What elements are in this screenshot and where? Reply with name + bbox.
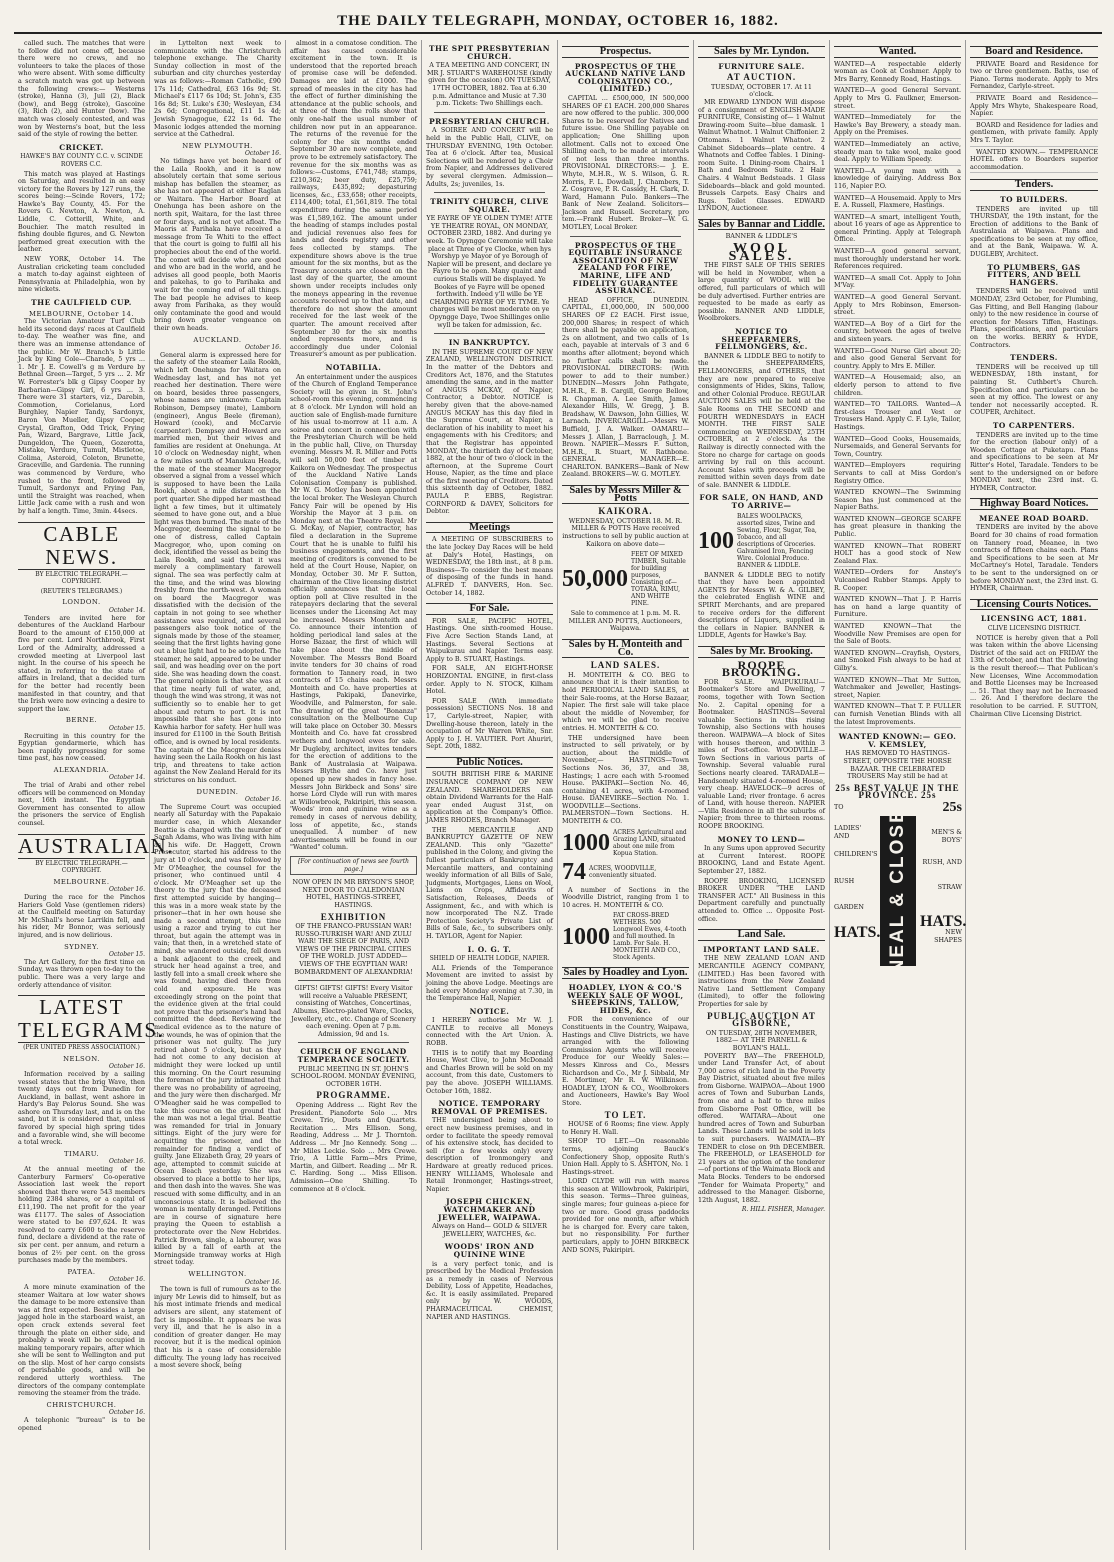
insurance-notice: SOUTH BRITISH FIRE & MARINE INSURANCE COMPANY OF NEW ZEALAND. SHAREHOLDERS can obtain Dividend Warrants for the Half-year ended August 31st, on application at the Company's Office. JAMES RHODES, Branch Manager. (426, 770, 553, 825)
dunedin-date: October 16. (244, 796, 281, 804)
wool-sales-prefix: BANNER & LIDDLE'S (725, 232, 798, 241)
removal-notice: THE undersigned being about to erect new business premises, and in order to facilitate the speedy removal of his extensive stock, has decided to sell (for a few weeks only) every description of Ironmongery and Hardware at greatly reduced prices. HENRY WILLIAMS, Wholesale and Retail Ironmonger, Hastings-street, Napier. (426, 1116, 553, 1193)
bannar-liddle-section: Sales by Bannar and Liddle. (698, 218, 825, 230)
wanted-ad: WANTED KNOWN—That the Woodville New Premises are open for the Sale of Boots. (834, 623, 961, 648)
london-date: October 14. (108, 607, 145, 614)
wanted-ad: WANTED KNOWN—The Swimming Season has just commenced at the Napier Baths. (834, 489, 961, 514)
important-land-sale-heading: IMPORTANT LAND SALE. (703, 944, 820, 954)
acres-1000-description: ACRES Agricultural and Grazing LAND, situated about one mile from Kopua Station. (613, 828, 687, 857)
hat-ad-left (834, 802, 881, 942)
furniture-list: MR EDWARD LYNDON Will dispose of a consignment of ENGLISH-MADE FURNITURE, Consisting of— 1 Walnut Drawing-room Suite—blue damask. 1 Walnut Whatnot. 1 Walnut Chiffonier. 2 Ottomans. 1 Walnut Whatnot. 2 Cabinet Sideboards—plate centre. 4 Whatnots and Coffee Tables. 1 Dining-room Suite. 1 Dining-room Chairs. 1 Bath and Bedroom Suite. 2 Hair Chairs. 4 Walnut Bedsteads. 1 Glass Sideboards—black and gold mounted. Brussels Carpets. Easy Chairs and Rugs. Toilet Glasses. EDWARD LYNDON, Auctioneer. (698, 97, 826, 213)
new-plymouth-report: No tidings have yet been heard of the Laila Rookh, and it is now absolutely certain that some serious mishap has befallen the steamer, as she has not appeared at either Raglan or Waitara. The Harbor Board at Onehunga has been ashore on the north spit, Waitara, for the last three or four days, and is not yet afloat. The Maoris at Parihaka have received a message from Te Whiti to the effect that the court is going to fulfil all his prophecies about the end of the world. The comet will decide who are good and who are bad in the world, and he advises all good people, both Maoris and pakehas, to go to Parihaka and wait for the coming end of all things. The bad people he advises to keep away from Parihaka, as they would only contaminate the good and would bring down greater vengeance on their own heads. (154, 156, 281, 332)
land-sale-intro: THE NEW ZEALAND LOAN AND MERCANTILE AGENCY COMPANY, (LIMITED.) Has been favored with instructions from the New Zealand Native Land Settlement Company (Limited), to offer the following Properties for sale by (698, 954, 825, 1008)
wanted-ad: WANTED—A smart, intelligent Youth, about 16 years of age as Apprentice to general Printing. Apply at Telegraph Office. (834, 214, 961, 246)
removal-heading: NOTICE. TEMPORARY REMOVAL OF PREMISES. (431, 1099, 548, 1116)
neal-close-banner (880, 808, 916, 974)
reuter-label: (REUTER'S TELEGRAMS.) (40, 587, 123, 595)
patea-report: A more minute examination of the steamer Waitara at low water shows the damage to be more extensive than was at first expected. Besides a large jagged hole in the starboard waist, an open crack extends several feet through the plate on either side, and probably a week will be occupied in making temporary repairs, after which she will be sent to Wellington and put on the slip. Most of her cargo consists of perishable goods, and will be rendered utterly worthless. The directors of the company contemplate removing the steamer from the trade. (18, 1282, 145, 1398)
latest-telegrams-title: LATEST TELEGRAMS. (18, 995, 165, 1043)
exhibition-intro: NOW OPEN IN MR BRYSON'S SHOP, NEXT DOOR TO CALEDONIAN HOTEL, HASTINGS-STREET, HASTINGS. (292, 878, 415, 909)
temperance-heading: CHURCH OF ENGLAND TEMPERANCE SOCIETY. (297, 1047, 410, 1064)
wanted-ad: WANTED—Good Nurse Girl about 20; and also good General Servant for country. Apply to Mrs E. Miller. (834, 348, 961, 373)
carpenters-heading: TO CARPENTERS. (992, 420, 1076, 430)
acres-74 (562, 860, 689, 884)
hat-left-4: CHILDREN'S (834, 849, 878, 858)
wanted-ad: WANTED KNOWN—That T. P. FULLER can furnish Venetian Blinds with all the latest Improvements. (834, 703, 961, 728)
meanee-road-board-heading: MEANEE ROAD BOARD. (979, 513, 1089, 523)
art-union-notice: I HEREBY authorise Mr W. J. CANTLE to receive all Moneys connected with the Art Union. A. ROBB. (426, 1016, 553, 1048)
timber-sale-footer: Sale to commence at 1 p.m. M. R. MILLER AND POTTS, Auctioneers, Waipawa. (568, 609, 683, 633)
furniture-sale-heading: FURNITURE SALE. (718, 61, 805, 71)
wanted-ad: WANTED KNOWN—GEORGE SCARFE has great pleasure in thanking the Public. (834, 516, 961, 541)
divider (298, 980, 409, 981)
for-sale-hotel: FOR SALE, PACIFIC HOTEL, Hastings. One sixth-roomed House. Five Acre Section Stands Land, at Hastings. Several Sections at Waipukurau and Napier. Terms easy. Apply to B. STUART, Hastings. (426, 616, 553, 663)
column-6 (694, 40, 830, 1550)
acres-1000-number: 1000 (562, 829, 610, 856)
boarding-house-notice: THIS is to notify that my Boarding House, West Clive, to John McDonald and Charles Brown will be sold on my account, from this date, Customers to pay the above. JOSEPH WILLIAMS. October 16th, 1882. (426, 1048, 553, 1095)
spit-church-ad: A TEA MEETING AND CONCERT, IN MR J. STUART'S WAREHOUSE (kindly given for the occasion) ON TUESDAY, 17TH OCTOBER, 1882. Tea at 6.30 p.m. Admittance and Music at 7.30 p.m. Tickets: Two Shillings each. (427, 61, 552, 108)
exhibition-title: EXHIBITION (320, 911, 387, 922)
exhibition-details: OF THE FRANCO-PRUSSIAN WAR! RUSSO-TURKISH WAR! AND ZULU WAR! THE SIEGE OF PARIS, AND VIEWS OF THE PRINCIPAL CITIES OF THE WORLD. JUST ADDED— VIEWS OF THE EGYPTIAN WAR! BOMBARDMENT OF ALEXANDRIA! (294, 922, 413, 976)
woods-heading: WOODS' IRON AND QUININE WINE (444, 1242, 535, 1259)
monteith-properties: THE undersigned have been instructed to sell privately, or by auction, about the middle of November,— HASTINGS—Town Sections Nos. 36, 37, and 38, Hastings; 1 acre each with 5-roomed House. PAKIPAKI—Section No. 46, containing 41 acres, with 4-roomed House. DANEVIRKE—Section No. 1. WOODVILLE—Sections. PALMERSTON—Town Sections. H. MONTEITH & CO. (562, 733, 689, 826)
christchurch-city: CHRISTCHURCH. (46, 1400, 117, 1409)
monteith-section: Sales by H. Monteith and Co. (562, 639, 689, 658)
hat-right-3: STRAW (937, 883, 962, 892)
neal-close-hats-ad (834, 799, 967, 994)
masthead (14, 10, 1102, 34)
land-sales-heading: LAND SALES. (590, 660, 661, 671)
wellington-city: WELLINGTON. (188, 1270, 247, 1278)
patea-city: PATEA. (67, 1267, 96, 1276)
berne-city: BERNE. (65, 716, 98, 725)
weekly-sale-heading: HOADLEY, LYON & CO.'S WEEKLY SALE OF WOOL, SHEEPSKINS, TALLOW, HIDES, &c. (567, 983, 684, 1015)
trinity-heading: TRINITY CHURCH, CLIVE SQUARE. (430, 197, 549, 214)
wellington-date: October 16. (244, 1278, 281, 1286)
land-sale-date: ON TUESDAY, 28TH NOVEMBER, 1882— AT THE PARNELL & BOYLAN'S HALL. (705, 1028, 818, 1052)
columns (14, 40, 1102, 1550)
newspaper-page (14, 10, 1102, 1554)
brooking-for-sale: FOR SALE. WAIPUKURAU—Bootmaker's Store and Dwelling, 7 rooms, together with Town Section No. 2. Capital opening for a Bootmaker. HASTINGS—Several valuable Sections in this rising Township, also Sections with houses thereon. WAIPAWA—A block of Sites with houses thereon, and within 3 miles of Post-office. WOODVILLE—Town Sections in various parts of Township. Several valuable rural Sections nearly cleared. TARADALE—Handsomely situated 4-roomed House, very cheap. HAVELOCK—9 acres of valuable Land; river frontage. 6 acres of Land, with house thereon. NAPIER—Villa Residence in all the suburbs of Napier; from three to thirteen rooms. ROOPE BROOKING. (698, 677, 825, 831)
wanted-ad: WANTED KNOWN—That Mr Sutton, Watchmaker and Jeweller, Hastings-street, Napier. (834, 677, 961, 702)
hat-left-6: GARDEN (834, 902, 864, 911)
hat-right-hats: HATS. (920, 912, 967, 930)
clive-district-heading: CLIVE LICENSING DISTRICT. (987, 625, 1081, 632)
to-let-house: HOUSE of 6 Rooms; fine view. Apply to Henry H. Wall. (562, 1120, 689, 1136)
acres-74-number: 74 (562, 858, 586, 885)
equitable-prospectus: HEAD OFFICE, DUNEDIN. CAPITAL, £1,000,000, IN 500,000 SHARES OF £2 EACH. First issue, 200,000 Shares; in respect of which there shall be payable on application, 2s on allotment, and two calls of 1s each, payable at intervals of 3 and 6 months after allotment; beyond which no further calls shall be made. PROVISIONAL DIRECTORS: (With power to add to their number.) DUNEDIN—Messrs John Pathgate, M.H.R., E. B. Cargill, George Bellow, R. Chapman, A. Lee Smith, James Alexander Hills, W. Gregg, J. B. Bradshaw, W. Dawson, John Gillies, W. Larnach. INVERCARGILL—Messrs W. Buffield, J. A. Walker. OAMARU—Messrs J. Allan, J. Barraclough, J. M. Brown. NAPIER—Messrs F. Sutton, M.H.R., R. Stuart, W. Rathbone. GENERAL MANAGER—E. CHARLTON. BANKERS—Bank of New Zealand. BROKERS—W. G. MOTLEY. (562, 295, 689, 479)
timaru-report: At the annual meeting of the Canterbury Farmers' Co-operative Association last week the report showed that there were 543 members holding 2384 shares, or a capital of £11,190. The net profit for the year was £1177. The sales of Association were stated to be £97,624. It was resolved to carry £600 to the reserve fund, declare a dividend at the rate of six per cent. per annum, and return a bonus of 2½ per cent. on the gross purchases made by the members. (18, 1165, 145, 1265)
board-ad: PRIVATE Board and Residence—Apply Mrs Whyte, Shakespeare Road, Napier. (970, 95, 1098, 120)
wanted-ad: WANTED KNOWN—Crayfish, Oysters, and Smoked Fish always to be had at Gilby's. (834, 650, 961, 675)
new-plymouth-city: NEW PLYMOUTH. (182, 141, 253, 150)
exhibition-gifts: GIFTS! GIFTS! GIFTS! Every Visitor will receive a Valuable PRESENT, consisting of Watches, Concertinas, Albums, Electro-plated Ware, Clocks, Jewellery, etc., etc. Change of Scenery each evening. Open at 7 p.m. Admission, 9d and 1s. (291, 984, 416, 1038)
melbourne-city: MELBOURNE. (53, 877, 110, 886)
brooking-section: Sales by Mr. Brooking. (698, 646, 825, 658)
auckland-land-prospectus: CAPITAL ... £500,000, IN 500,000 SHARES OF £1 EACH. 200,000 Shares are now offered to the public. 300,000 Shares to be reserved for Natives and future issue. One Shilling payable on application; One Shilling upon allotment. Calls not to exceed One Shilling each, to be made at intervals of not less than three months. PROVISIONAL DIRECTORS:— J. E. Whyte, M.H.R., W. S. Wilson, G. R. Morris, F. L. Dowdall, J. Chambers, T. Z. Cosgrave, P. R. Cassidy, H. Clark, D. Ward, Hamann Pulo. Bankers—The Bank of New Zealand. Solicitors—Jackson and Russell. Secretary, pro tem.—Frank Hubert. Broker—W. G. MOTLEY, Local Broker. (562, 93, 690, 232)
cricket-heading: CRICKET. (59, 142, 104, 152)
acres-74-description: ACRES, WOODVILLE, conveniently situated. (589, 864, 657, 879)
wanted-section: Wanted. (834, 46, 961, 58)
hat-ad-right (920, 799, 967, 945)
column-3 (286, 40, 422, 1550)
auckland-date: October 16. (244, 344, 281, 352)
wellington-report: The town is full of rumours as to the injury Mr Lewis did to himself, but as his most intimate friends and medical advisers are silent, any statement of fact is impossible. It appears he was very ill, and that he is also in a condition of greater danger. He may recover, but it is the medical opinion that his is a case of considerable difficulty. The young lady has received a most severe shock, being (154, 1285, 281, 1370)
board-ad: WANTED KNOWN.— TEMPERANCE HOTEL offers to Boarders superior accommodation. (970, 149, 1098, 174)
plumbers-tender: TENDERS will be received until MONDAY, 23rd October, for Plumbing, Gas Fitting, and Bell Hanging (labour only) to the new residence in course of erection for Messrs Tiffen, Hastings. Plans, specifications, and particulars on the works. BERRY & HYDE, Contractors. (970, 287, 1098, 349)
christchurch-report: A telephonic "bureau" is to be opened (18, 1416, 145, 1432)
land-sale-signature: R. HILL FISHER, Manager. (741, 1206, 825, 1214)
iogt-heading: I. O. G. T. (467, 944, 512, 954)
timber-sale-intro: WEDNESDAY, OCTOBER 18. M. R. MILLER & POTTS Have received instructions to sell by public auction at Kaikora on above date— (562, 516, 689, 548)
licensed-broker: ROOPE BROOKING, LICENSED BROKER UNDER "THE LAND TRANSFER ACT." All Business in this Department carefully and punctually attended to. Office ... Opposite Post-office. (698, 876, 825, 923)
licensing-notice: NOTICE is hereby given that a Poll was taken within the above Licensing District of the said act on FRIDAY the 13th of October, and that the following is the result thereof:— That Publican's New Licenses, Wine Accommodation and Bottle Licenses may be Increased ... 51. That they may not be Increased ... 26. And I therefore declare the resolution to be carried. F. SUTTON, Chairman Clive Licensing District. (970, 633, 1098, 718)
wanted-list (834, 61, 961, 729)
wanted-ad: WANTED—Good Cooks, Housemaids, Nursemaids, and General Servants for Town, Country. (834, 436, 961, 461)
column-1 (14, 39, 174, 1550)
sheepfarmers-notice: BANNER & LIDDLE BEG to notify to the SHEEPFARMERS, FELLMONGERS, and OTHERS, that they are now prepared to receive consignments of Hides, Skins, Tallow, and other Colonial Produce. REGULAR AUCTION SALES will be held at the Sale Rooms on THE SECOND and FOURTH WEDNESDAYS in EACH MONTH. THE FIRST SALE commencing on WEDNESDAY, 25TH OCTOBER, at 2 o'clock. As the Railway is directly connected with the Store no charge for cartage on goods arriving by rail on this account. Account Sales with proceeds will be remitted within seven days from date of sale. BANNER & LIDDLE. (698, 351, 825, 489)
wanted-ad: WANTED—A young man with a knowledge of dairying. Address Box 116, Napier P.O. (834, 168, 961, 193)
hat-left-2: LADIES' (834, 824, 862, 833)
woolpacks-description: BALES WOOLPACKS, assorted sizes, Twine and Sewing, Flour, Sugar, Tea, Tobacco, and all descriptions of Groceries. Galvanised Iron, Fencing Wire. Colonial Produce. BANNER & LIDDLE. (737, 512, 817, 569)
cricket-subheading: HAWKE'S BAY COUNTY C.C. v. SCINDE ROVERS C.C. (20, 153, 143, 168)
divider (434, 333, 545, 334)
programme-list: Opening Address ... Right Rev the President. Pianoforte Solo ... Mrs Crewe. Trio, Duets and Quartets. Recitation ... Mrs Ellison. Song, Reading, Address ... Mr J. Thornton. Address ... Mr Jno Kennedy. Song ... Mr Miles Leckie. Solo ... Mrs Crewe. Trio, A Little Farm—Mrs Prime, Martin, and Gilbert. Reading ... Mr R. C. Harding. Song ... Miss Ellison. Admission—One Shilling. To commence at 8 o'clock. (290, 1100, 417, 1193)
wellington-continued: almost in a comatose condition. The affair has caused considerable excitement in the town. It is understood that the reported breach of promise case will be defended. Damages are laid at £1000. The spread of measles in the city has had the effect of further diminishing the attendance at the public schools, and at three of them the rolls show that only one-half the usual number of children now put in an appearance. The returns of the revenue for the colony for the six months ended September 30 are now complete, and prove to be extremely satisfactory. The revenue for the six months was as follows:—Customs, £741,748; stamps, £210,362; beer duty, £25,759; railways, £435,892; depasturing licenses, &c., £33,658; other receipts, £114,400; total, £1,561,819. The total expenditure during the same period was £1,589,162. The amount under the heading of stamps includes postal and judicial revenues also fees for lands and deeds registry and other fees collected by stamps. The expenditure shows above is the true amount for the six months, but as the Treasury accounts are closed on the last day of the quarter, the amount shown under receipts includes only the moneys appearing in the revenue accounts received up to that date, and therefore do not show the amount received for the last week of the quarter. The amount received after September 30 for the six months ended represents more, and is accordingly due under Colonial Treasurer's amount as per publication. (290, 39, 417, 359)
new-plymouth-date: October 16. (244, 150, 281, 158)
alexandria-city: ALEXANDRIA. (53, 765, 110, 774)
for-sale-engine: FOR SALE, AN EIGHT-HORSE HORIZONTAL ENGINE, in first-class order. Apply to N. STOCK, Kilham Hotel. (426, 664, 553, 696)
wool-sales-text: THE FIRST SALE OF THIS SERIES will be held in November, when a large quantity of WOOL will be offered, full particulars of which will be duly advertised. Further entries are requested to be made as early as possible. BANNER AND LIDDLE, Woolbrokers. (698, 261, 825, 323)
wethers-description: FAT CROSS-BRED WETHERS. 500 Longwool Ewes, 4-tooth and full mouthed. In Lamb. For Sale. H. MONTEITH AND CO., Stock Agents. (613, 912, 687, 962)
money-to-lend-heading: MONEY TO LEND— (717, 834, 806, 844)
bankruptcy-notice: IN THE SUPREME COURT OF NEW ZEALAND, WELLINGTON DISTRICT. In the matter of the Debtors and Creditors Act, 1876, and the Statutes amending the same, and in the matter of ANGUS MCKAY, of Napier, Contractor, a Debtor. NOTICE is hereby given that the above-named ANGUS MCKAY has this day filed in the Supreme Court, at Napier, a declaration of his inability to meet his engagements with his Creditors; and that the Registrar has appointed MONDAY, the thirtieth day of October, 1882, at the hour of two o'clock in the afternoon, at the Supreme Court House, Napier, as the time and place of the first meeting of Creditors. Dated this sixteenth day of October, 1882. PAULA P. EBBS, Registrar. CORNFORD & DAVEY, Solicitors for Debtor. (426, 347, 553, 516)
wanted-ad: WANTED—A Housemaid. Apply to Mrs E. A. Russell, Flaxmere, Hastings. (834, 195, 961, 212)
meanee-tender: TENDERS are invited by the above Board for 30 chains of road formation on Tannery road, Meanee, in two contracts of fifteen chains each. Plans and Specifications to be seen at Mr McCartney's Hotel, Taradale. Tenders to be sent to the undersigned on or before MONDAY next, the 23rd inst. G. HYMER, Chairman. (970, 523, 1098, 593)
wanted-ad: WANTED—A Boy of a Girl for the country, between the ages of twelve and sixteen years. (834, 321, 961, 346)
periodical-land-sales: H. MONTEITH & CO. BEG to announce that it is their intention to hold PERIODICAL LAND SALES, at their Sale-rooms, at the Horse Bazaar, Napier. The first sale will take place about the middle of November, for which we will be glad to receive entries. H. MONTEITH & CO. (562, 670, 689, 732)
berne-report: Recruiting in this country for the Egyptian gendarmerie, which has been rapidly progressing for some time past, has now ceased. (18, 731, 145, 763)
gazette-notice: THE MERCANTILE AND BANKRUPTCY GAZETTE OF NEW ZEALAND. This only "Gazette" published in the Colony, and giving the fullest particulars of Bankruptcy and Mercantile matters, and containing weekly information of all Bills of Sale, Judgments, Mortgages, Liens on Wool, Liens on Crops, Affidavits of Satisfaction, Releases, Deeds of Assignment, &c., and with which is now incorporated The N.Z. Trade Protection Society's Private List of Bills of Sale, &c., to subscribers only. H. TAYLOR, Agent for Napier. (426, 825, 553, 940)
chicken-heading: JOSEPH CHICKEN, WATCHMAKER AND JEWELLER, WAIPAWA. (438, 1197, 541, 1222)
london-report: Tenders are invited here for debentures of the Auckland Harbour Board to the amount of £150,000 at five per cent. Lord Northbrook, First Lord of the Admiralty, addressed a crowded meeting at Liverpool last night. In the course of his speech he stated, in referring to the state of affairs in Ireland, that a decided turn for the better had recently been manifested in that country, and that the Irish were now evincing a desire to support the law. (18, 613, 145, 713)
woodville-sections: A number of Sections in the Woodville District, ranging from 1 to 10 acres. H. MONTEITH & CO. (562, 885, 689, 909)
notice-heading: NOTICE. (469, 1006, 510, 1016)
board-ad: BOARD and Residence for ladies and gentlemen, with private family. Apply Mrs T. Taylor. (970, 122, 1098, 147)
on-hand-heading: FOR SALE, ON HAND, AND TO ARRIVE— (699, 493, 824, 511)
money-to-lend-text: In any Sums upon approved Security at Current Interest. ROOPE BROOKING, Land and Estate Agent. September 27, 1882. (698, 844, 825, 876)
caulfield-report: The Victorian Amateur Turf Club held its second days' races at Caulfield to-day. The weather was fine, and there was an immense attendance of the public. Mr W. Branch's b Little Jack by King Cole—Charade, 5 yrs ... 1. Mr J. E. Cowell's g m Verdure by Bethnal Green—Target, 5 yrs ... 2. Mr W. Forrester's blk g Gipsy Cooper by Barbarian—Gipsy Girl, 6 yrs ... 3. There were 31 starters, viz., Darebin, Commotion, Corielanus, Lord Burghley, Napier Tandy, Sardonyx, Baron Von Mueller, Gipsy Cooper, Crystal, Grafton, Odd Trick, Frying Pan, Wizard, Bargrave, Little Jack, Dungeldon, The Queen, Gozerotta, Mistake, Verdure, Tumult, Mistletoe, Colima, Asteroid, Coleton, Brunette, Graceville, and Gardenia. The running was commenced by Verdure, who rushed to the front, followed by Tumult, Sardonyx and Frying Pan, until the Straight was reached, when Little Jack came with a rush and won by half a length. Time, 3min. 44secs. (18, 317, 145, 516)
column-2 (150, 40, 286, 1550)
sydney-report: The Art Gallery, for the first time on Sunday, was thrown open to-day to the public. There was a very large and orderly attendance of visitor. (18, 957, 145, 989)
cricket-cable: NEW YORK, October 14. The Australian cricketing team concluded a match to-day against eighteen of Pennsylvania at Philadelphia, won by nine wickets. (18, 255, 145, 294)
australian-title: AUSTRALIAN. (18, 833, 174, 858)
divider (434, 192, 545, 193)
timber-description: FEET OF MIXED TIMBER, Suitable for building purposes, Consisting of— TOTARA, RIMU, AND WHITE PINE. (631, 551, 686, 608)
cable-news-title: CABLE NEWS. (18, 522, 145, 570)
continued-note: [For continuation of news see fourth page.] (290, 856, 417, 875)
caulfield-heading: THE CAULFIELD CUP. (31, 298, 132, 307)
hat-left-3: AND (834, 832, 850, 841)
timber-quantity (562, 551, 689, 607)
hat-left-5: RUSH (834, 877, 855, 886)
divider (434, 112, 545, 113)
column-7 (830, 40, 966, 1550)
wanted-ad: WANTED—A good General Servant. Apply to Mrs Robinson, Emerson-street. (834, 294, 961, 319)
wanted-ad: WANTED—A respectable elderly woman as Cook at Coshmer. Apply to Mrs Barry, Kennedy Road, Hastings. (834, 61, 961, 86)
wanted-ad: WANTED—Orders for Anstey's Vulcanised Rubber Stamps. Apply to R. Cooper. (834, 569, 961, 594)
wanted-ad: WANTED—A small Cot. Apply to John M'Vay. (834, 275, 961, 292)
licensing-section: Licensing Courts Notices. (970, 599, 1098, 611)
wanted-ad: WANTED—A good General Servant. Apply to Mrs G. Faulkner, Emerson-street. (834, 87, 961, 112)
board-list (970, 61, 1098, 174)
tenders-heading: TENDERS. (1010, 353, 1058, 363)
wanted-ad: WANTED—TO TAILORS. Wanted—A first-class Trouser and Vest or Trousers Hand. Apply C. F. Lyle, Tailor, Hastings. (834, 401, 961, 433)
equitable-heading: PROSPECTUS OF THE EQUITABLE INSURANCE ASSOCIATION OF NEW ZEALAND FOR FIRE, MARINE, LIFE AND FIDELITY GUARANTEE ASSURANCE. (568, 240, 683, 296)
builders-tender: TENDERS are invited up till THURSDAY, the 19th instant, for the Erection of additions to the Bank of Australasia at Waipawa. Plans and specifications to be seen at my office, and at the Bank, Waipawa. W. A. DUGLEBY, Architect. (970, 204, 1098, 259)
weekly-sale-text: FOR the convenience of our Constituents in the Country, Waipawa, Hastings and Clive Districts, we have arranged with the following Commission Agents who will receive Produce for our Weekly Sales:— Messrs Kinross and Co., Messrs Richardson and Co., Mr J. Sibbald, Mr E. Mortimer, Mr R. W. Wilkinson. HOADLEY, LYON & CO., Woolbrokers and Auctioneers, Hawke's Bay Wool Store. (562, 1015, 689, 1107)
christchurch-date: October 16. (108, 1409, 145, 1417)
wanted-ad: WANTED—A Housemaid; also, an elderly person to attend to five children. (834, 374, 961, 399)
tenders-section: Tenders. (970, 179, 1098, 191)
to-let-heading: TO LET. (604, 1109, 647, 1120)
wethers-1000 (562, 912, 689, 961)
auckland-report: General alarm is expressed here for the safety of the steamer Laila Rookh, which left Onehunga for Waitara on Wednesday last, and has not yet reached her destination. There were on board, besides three passengers, whose names are unknown: Captain Robinson, Dempsey (mate), Lamborn (engineer), Angus Beele (fireman), Howard (cook), and McCarvie (carpenter). Dempsey and Howard are married men, but their wives and families are resident at Onehunga. At 10 o'clock on Wednesday night, when a few miles south of Manukau Heads, the mate of the steamer Macgregor observed a signal from a vessel which is supposed to have been the Laila Rookh, about a mile distant on the port quarter. She dipped her masthead light a few times, but it ultimately seemed to have gone out, and a blue light was then burned. The mate of the Macgregor, deeming the signal to be one of distress, called Captain Macgregor, who, upon coming on deck, identified the vessel as being the Laila Rookh, and said that it was merely a complimentary farewell signal. The sea was perfectly calm at the time, and the wind was blowing freshly from the north-west. A woman on board the Macgregor was dissatisfied with the decision of the captain in not going to see whether assistance was required, and several passengers also took notice of the signals made by those of the steamer, seeing that the first lights having gone out a blue light had to be adopted. The steamer, he said, appeared to be under sail, and was heading over on the port side. She was heading down the coast. The general opinion is that she was at that time nearly full of water, and, though the wind was strong, it was not sufficiently so to enable her to get about and return to port. It is not impossible that she has gone into Kawhia harbor for safety. Her hull was insured for £1100 in the South British office, and is owned by local residents. The captain of the Macgregor denies having seen the Laila Rookh on his last trip, and threatens to take action against the New Zealand Herald for its strictures on his conduct. (154, 350, 281, 784)
board-ad: PRIVATE Board and Residence for two or three gentlemen. Baths, use of Piano. Terms moderate. Apply to Mrs Fernandez, Carlyle-street. (970, 61, 1098, 93)
temperance-lodge-notice: ALL Friends of the Temperance Movement are invited to assist by joining the above Lodge. Meetings are held every Monday evening at 7.30, in the Temperance Hall, Napier. (426, 963, 553, 1003)
builders-heading: TO BUILDERS. (1000, 194, 1068, 204)
presbyterian-ad: A SOIREE AND CONCERT will be held in the Public Hall, CLIVE, on THURSDAY EVENING, 19th October. Tea at 6 o'clock. After tea, Musical Selections will be rendered by a Choir from Napier, and Addresses delivered by several clergymen. Admission—Adults, 2s; juveniles, 1s. (426, 126, 553, 188)
wanted-ad: WANTED—Employers requiring Servants to call at Miss Gordon's Registry Office. (834, 462, 961, 487)
hoadley-lyon-section: Sales by Hoadley and Lyon. (563, 967, 688, 979)
timaru-date: October 16. (108, 1158, 145, 1166)
nelson-date: October 16. (108, 1063, 145, 1071)
masthead-title: THE DAILY TELEGRAPH, MONDAY, OCTOBER 16, 1882. (337, 12, 779, 29)
wanted-ad: WANTED—Immediately an active, steady man to take wool, make good deal. Apply to William Speedy. (834, 141, 961, 166)
hat-right-1: MEN'S & BOYS' (931, 828, 962, 845)
for-sale-sections: FOR SALE (With immediate possession) SECTIONS Nos. 18 and 17, Carlyle-street, Napier, with Dwelling-house thereon, lately in the occupation of Mr Warren White, Snr. Apply to J. H. VAUTIER. Port Ahuriri, Sept. 20th, 1882. (426, 696, 553, 751)
kemsley-heading: WANTED KNOWN:— GEO. V. KEMSLEY, (838, 732, 957, 749)
highway-board-section: Highway Board Notices. (970, 498, 1098, 510)
lyndon-section: Sales by Mr. Lyndon. (698, 46, 825, 58)
hat-right-2: RUSH, AND (922, 857, 962, 866)
patea-date: October 16. (108, 1276, 145, 1284)
carpenters-tender: TENDERS are invited up to the time for the erection (labour only) of a Wooden Cottage at Puketapu. Plans and specifications to be seen at Mr Ritter's Hotel, Taradale. Tenders to be sent to the undersigned on or before MONDAY next, the 23rd inst. G. HYMER, Contractor. (970, 430, 1098, 492)
chicken-ad: Always on Hand— GOLD & SILVER JEWELLERY, WATCHES, &c. (432, 1222, 547, 1238)
melbourne-date: October 16. (108, 886, 145, 894)
column-4 (422, 40, 558, 1550)
furniture-sale-date: TUESDAY, OCTOBER 17. At 11 o'clock. (711, 82, 812, 99)
acres-1000 (562, 829, 689, 857)
presbyterian-heading: PRESBYTERIAN CHURCH. (429, 116, 550, 126)
hat-left-hats: HATS. (834, 924, 881, 942)
brooking-heading: ROOPE BROOKING. (721, 657, 802, 680)
timber-number: 50,000 (562, 566, 628, 593)
kemsley-text: HAS REMOVED TO HASTINGS-STREET, OPPOSITE THE HORSE BAZAAR. THE CELEBRATED TROUSERS May still be had at (843, 749, 952, 781)
column-8 (966, 40, 1102, 1550)
cable-news-sub: BY ELECTRIC TELEGRAPH.—COPYRIGHT. (35, 570, 128, 586)
christchurch-continued: in Lyttelton next week to communicate with the Christchurch telephone exchange. The Charity Sunday collection in most of the suburban and city churches yesterday was as follows:—Roman Catholic, £90 17s 11d; Cathedral, £63 16s 9d; St. Michael's £117 6s 10d; St. John's, £35 16s 8d; St. Luke's £30; Wesleyan, £34 2s 6d; Congregational, £11 1s 4d; Jewish Synagogue, £22 1s 6d. The Masonic lodges attended the morning service at the Cathedral. (154, 39, 281, 139)
notabilia-text: An entertainment under the auspices of the Church of England Temperance Society will be given in St. John's school-room this evening, commencing at 8 o'clock. Mr Lyndon will hold an auction sale of English-made furniture of his usual to-morrow at 11 a.m. A soiree and concert in connection with the Presbyterian Church will be held in the public hall, Clive, on Thursday evening. Messrs M. R. Miller and Potts will sell 50,000 feet of timber at Kaikora on Wednesday. The prospectus of the Auckland Native Lands Colonisation Company is published. Mr W. G. Motley has been appointed the local broker. The Wesleyan Church Fancy Fair will be opened by His Worship the Mayor at 3 p.m. on Monday next at the Theatre Royal. Mr G. McKay, of Napier, contractor, has filed a declaration in the Supreme Court that he is unable to fulfil his business engagements, and the first meeting of creditors is convened to be held at the Court House, Napier, on Monday, October 30. Mr F. Sutton, chairman of the Clive licensing district officially announces that the local option poll at Clive resulted in the ratepayers declaring that the several licenses under the Licensing Act may be increased. Messrs Monteith and Co. announce their intention of holding periodical land sales at the Horse Bazaar, the first of which will take place about the middle of November. The Messrs Bond Board invite tenders for 30 chains of road formation to Tannery road, in two contracts of 15 chains each. Messrs Monteith and Co. have properties at Hastings, Pakipaki, Danevirke, Woodville, and Palmerston, for sale. The drawing of the great "Bonanza" consultation on the Melbourne Cup will take place on October 30. Messrs Monteith and Co. have fat crossbred wethers and longwool ewes for sale. Mr Dugleby, architect, invites tenders for the erection of additions to the Bank of Australasia at Waipawa. Messrs Blythe and Co. have just opened up new shades in fancy hose. Messrs John Birkbeck and Sons' sire horse Lord Clyde will run with mares at Willowbrook, Pakiripiri, this season. 'Woods' iron and quinine wine as a remedy in cases of nervous debility, loss of appetite, &c., stands unequalled. A number of new advertisements will be found in our "Wanted" column. (290, 372, 417, 852)
neal-close-text: NEAL & CLOSE (887, 808, 909, 974)
meetings-section: Meetings (426, 522, 553, 534)
wanted-ad: WANTED KNOWN—That ROBERT HOLT has a good stock of New Zealand Flax. (834, 543, 961, 568)
meeting-notice: A MEETING OF SUBSCRIBERS to the late Jockey Day Races will be held at Daly's Hotel, Hastings, on WEDNESDAY, the 18th inst., at 8 p.m. Business—To consider the best means of disposing of the funds in hand. ALFRED T. DANVERS, Hon. Sec. October 14, 1882. (426, 535, 553, 597)
dunedin-report: The Supreme Court was occupied nearly all Saturday with the Papakaio murder case, in which Alexander Beattie is charged with the murder of Sarah Adams, who was living with him as his wife. Dr. Haggett, Crown Prosecutor, started his address to the jury at 10 o'clock, and was followed by Mr O'Meagher, the counsel for the prisoner, who continued until 4 o'clock. Mr O'Meagher set up the theory to the jury that the deceased first attempted suicide by hanging—this was in a more weak state by the prisoner—that in her own house she made a second attempt, this time using a razor and trying to cut her throat, but again the attempt was in vain; that then, in a wretched state of mind, she wandered outside, fell down a bank adjacent to the creek, and struck her head against a tree, and lastly fell into a small creek where she was found, having died there from cold and exposure. He was exceedingly strong on the point that the evidence given at the trial could not prove that the prisoner's hand had committed the deed. Reviewing the medical evidence as to the nature of the wounds, he was of opinion that the prisoner was not guilty. The jury retired about 5 o'clock, but as they had not come to any decision at midnight they were locked up until this morning. On the Court resuming the foreman of the jury intimated that there was no probability of agreeing, and the jury were then discharged. Mr O'Meagher said he was compelled to take this course on the ground that the man was not a legal trial. Beattie was remanded for trial in Jonuary sittings. Eight of the jury were for acquitting the prisoner, and the remainder for finding a verdict of guilty. Jane Elizabeth Gray, 29 years of age, attempted to commit suicide at Ocean Beach yesterday. She was observed to place a bottle to her lips, and then dash into the waves. She was rescued with some difficulty, and in an unconscious state. It is believed the woman is mentally deranged. Petitions are in course of signature here praying the Queen to establish a protectorate over the New Hebrides. Patrick Brown, single, a labourer, was killed by a fall of earth at the Morningside tramway works at High street today. (154, 802, 281, 1267)
kemsley-price: 25s BEST VALUE IN THE PROVINCE. 25s (835, 782, 960, 801)
public-auction-heading: PUBLIC AUCTION AT GISBORNE, (707, 1010, 816, 1029)
woolpacks-number: 100 (698, 527, 734, 554)
nelson-city: NELSON. (63, 1054, 100, 1063)
divider (570, 236, 681, 237)
auckland-city: AUCKLAND. (193, 335, 242, 344)
kaikora-heading: KAIKORA. (598, 506, 653, 517)
land-sale-section: Land Sale. (698, 929, 825, 941)
programme-title: PROGRAMME. (316, 1090, 391, 1101)
berne-date: October 15. (108, 724, 145, 732)
alexandria-date: October 14. (108, 774, 145, 782)
notabilia-heading: NOTABILIA. (325, 362, 382, 372)
sydney-city: SYDNEY. (64, 942, 99, 951)
lord-clyde-ad: LORD CLYDE will run with mares this season at Willowbrook, Pakiripiri, this season. Terms—Three guineas, single mares; four guineas a-piece for two or more. Good grass paddocks provided for one month, after which he is charged for. Every care taken, but no responsibility. For further particulars, apply to JOHN BIRKBECK AND SONS, Pakiripiri. (562, 1177, 689, 1254)
caulfield-dateline: MELBOURNE, October 14. (29, 309, 134, 318)
prospectus-section: Prospectus. (562, 46, 689, 58)
shop-to-let: SHOP TO LET.—On reasonable terms, adjoining Bauck's Confectionery Shop, opposite Ruth's Union Hall. Apply to S. ASHTON, No. 1 Hastings-street. (562, 1137, 689, 1176)
london-city: LONDON. (62, 598, 101, 607)
cricket-report: This match was played at Hastings on Saturday, and resulted in an easy victory for the Rovers by 127 runs, the scores being:—Scinde Rovers, 172; Hawke's Bay County, 45. For the Rovers G. Newton, A. Newton, A. Liddle, C. Cotterill, White, and Bouchier. The match resulted in fishing double figures, and G. Newton performed great execution with the leather. (18, 169, 145, 254)
temperance-meeting: PUBLIC MEETING IN ST. JOHN'S SCHOOL-ROOM. MONDAY EVENING, OCTOBER 16TH. (290, 1064, 417, 1088)
miller-potts-section: Sales by Messrs Miller & Potts (562, 485, 689, 504)
latest-telegrams-sub: (PER UNITED PRESS ASSOCIATION.) (23, 1044, 140, 1052)
divider (298, 1042, 409, 1043)
spit-church-heading: THE SPIT PRESBYTERIAN CHURCH. (429, 44, 550, 61)
painting-tender: TENDERS will be received up till WEDNESDAY, 18th instant, for painting St. Cuthbert's Church. Specification and particulars can be seen at my office. The lowest or any tender not necessarily accepted. R. COUPER, Architect. (970, 362, 1098, 417)
auckland-land-heading: PROSPECTUS OF THE AUCKLAND NATIVE LAND COLONISATION CO., (LIMITED.) (565, 61, 686, 94)
for-sale-section: For Sale. (426, 603, 553, 615)
wool-sales-title: WOOL SALES. (728, 241, 795, 264)
woods-ad: is a very perfect tonic, and is prescribed by the Medical Profession as a remedy in cases of Nervous Debility, Loss of Appetite, Headaches, &c. It is easily assimilated. Prepared only by W. WOODS, PHARMACEUTICAL CHEMIST, NAPIER AND HASTINGS. (426, 1259, 553, 1321)
wanted-ad: WANTED—A good general servant, must thoroughly understand her work. References required. (834, 248, 961, 273)
public-notices-section: Public Notices. (426, 757, 553, 769)
hat-price: 25s (942, 799, 962, 815)
wanted-ad: WANTED—Immediately for the Hawke's Bay Brewery, a steady man. Apply on the Premises. (834, 114, 961, 139)
licensing-act-heading: LICENSING ACT, 1881. (981, 614, 1087, 624)
wethers-number: 1000 (562, 923, 610, 950)
nelson-report: Information received by a sailing vessel states that the brig Wave, then twenty days out from Dunedin for Auckland, in ballast, went ashore in Hardy's Bay Pelorus Sound. She was ashore on Thursday last, and is on the sand, but it is considered that, unless favored by special high spring tides and a favorable wind, she will become a total wreck. (18, 1069, 145, 1147)
trinity-fayre: YE FAYRE OF YE OLDEN TYME! ATTE YE THEATRE ROYAL, ON MONDAY, OCTOBER 23RD, 1882. And during ye week. To Opyngge Ceremonie will take place at Three of ye Clocke, when hys Worshyp ye Mayor of ye Borough of Napier will be present, and declare ye Fayre to be open. Many quaint and curious Stalls will be displayed. Ye Bookes of ye Fayre will be opened forthwith. Indeed y'll wille be YE CHARMING FAYRE OF YE TYME. Ye charges will be most moderate on ye Opyngge Daye, Twoe Shillinges onlie wyll be taken for admission, &c. (426, 214, 553, 329)
sydney-date: October 15. (108, 951, 145, 959)
land-sale-details: POVERTY BAY—The FREEHOLD, under Land Transfer Act, of about 7,000 acres of rich land in the Poverty Bay District, situated about five miles from Gisborne. WAIPAOA—About 1900 acres of Town and Suburban Lands, from one and a half to three miles from Gisborne Post Office, will be offered. WAITARA—About one hundred acres of Town and Suburban Lands. These Lands will be sold in lots to suit purchasers. WAIMATA—BY TENDER to close on 9th DECEMBER. The FREEHOLD, or LEASEHOLD for 21 years at the option of the tenderer—of portions of the Waimata Block and Mata Blocks. Tenders to be endorsed "Tender for Waimata Property," and addressed to the Manager. Gisborne, 12th August, 1882. (698, 1051, 825, 1204)
hat-left-1: TO (834, 802, 844, 811)
hat-right-new: NEW SHAPES (934, 928, 962, 945)
alexandria-report: The trial of Arabi and other rebel officers will be commenced on Monday next, 16th instant. The Egyptian Government has consented to allow the prisoners the service of English counsel. (18, 781, 145, 828)
wanted-ad: WANTED KNOWN—That J. P. Harris has on hand a large quantity of Furniture. (834, 596, 961, 621)
sheepfarmers-heading: NOTICE TO SHEEPFARMERS, FELLMONGERS, &c. (715, 327, 808, 352)
board-residence-section: Board and Residence. (970, 46, 1098, 58)
shield-lodge-heading: SHIELD OF HEALTH LODGE, NAPIER. (429, 955, 550, 963)
melbourne-report: During the race for the Pinchos Hariers Gold Vase (gentlemen riders) at the Caulfield meeting on Saturday Mr McShall's horse Larrikin fell, and his rider, Mr Bonnor, was seriously injured, and is now delirious. (18, 893, 145, 939)
timaru-city: TIMARU. (64, 1149, 99, 1158)
dunedin-city: DUNEDIN. (196, 787, 239, 796)
woolpacks (698, 513, 825, 569)
australian-sub: BY ELECTRIC TELEGRAPH.—COPYRIGHT. (35, 859, 128, 875)
at-auction: AT AUCTION. (726, 72, 797, 83)
rowing-report: called such. The matches that were to follow did not come off, because there were no crews, and no volunteers to take the places of those who were absent. With some difficulty a scratch match was got up between the following crews:— Westerns (stroke), Hanna (3), Jull (2), Black (bow), and Begg (stroke), Gascoine (3), Rich (2), and Hunter (bow). The match was closely contested, and was won by Westerns's boat, but the less said of the style of rowing the better. (18, 39, 145, 139)
bankruptcy-heading: IN BANKRUPTCY. (448, 338, 531, 348)
gilbey-agency: BANNER & LIDDLE BEG to notify that they have been appointed AGENTS for Messrs W. & A. GILBEY, the celebrated English WINE and SPIRIT Merchants, and are prepared to receive orders for the different descriptions of Liquors, supplied in the cellars in Napier. BANNER & LIDDLE, Agents for Hawke's Bay. (698, 570, 825, 640)
column-5 (558, 40, 694, 1550)
plumbers-heading: TO PLUMBERS, GAS FITTERS, AND BELL HANGERS. (987, 262, 1081, 287)
